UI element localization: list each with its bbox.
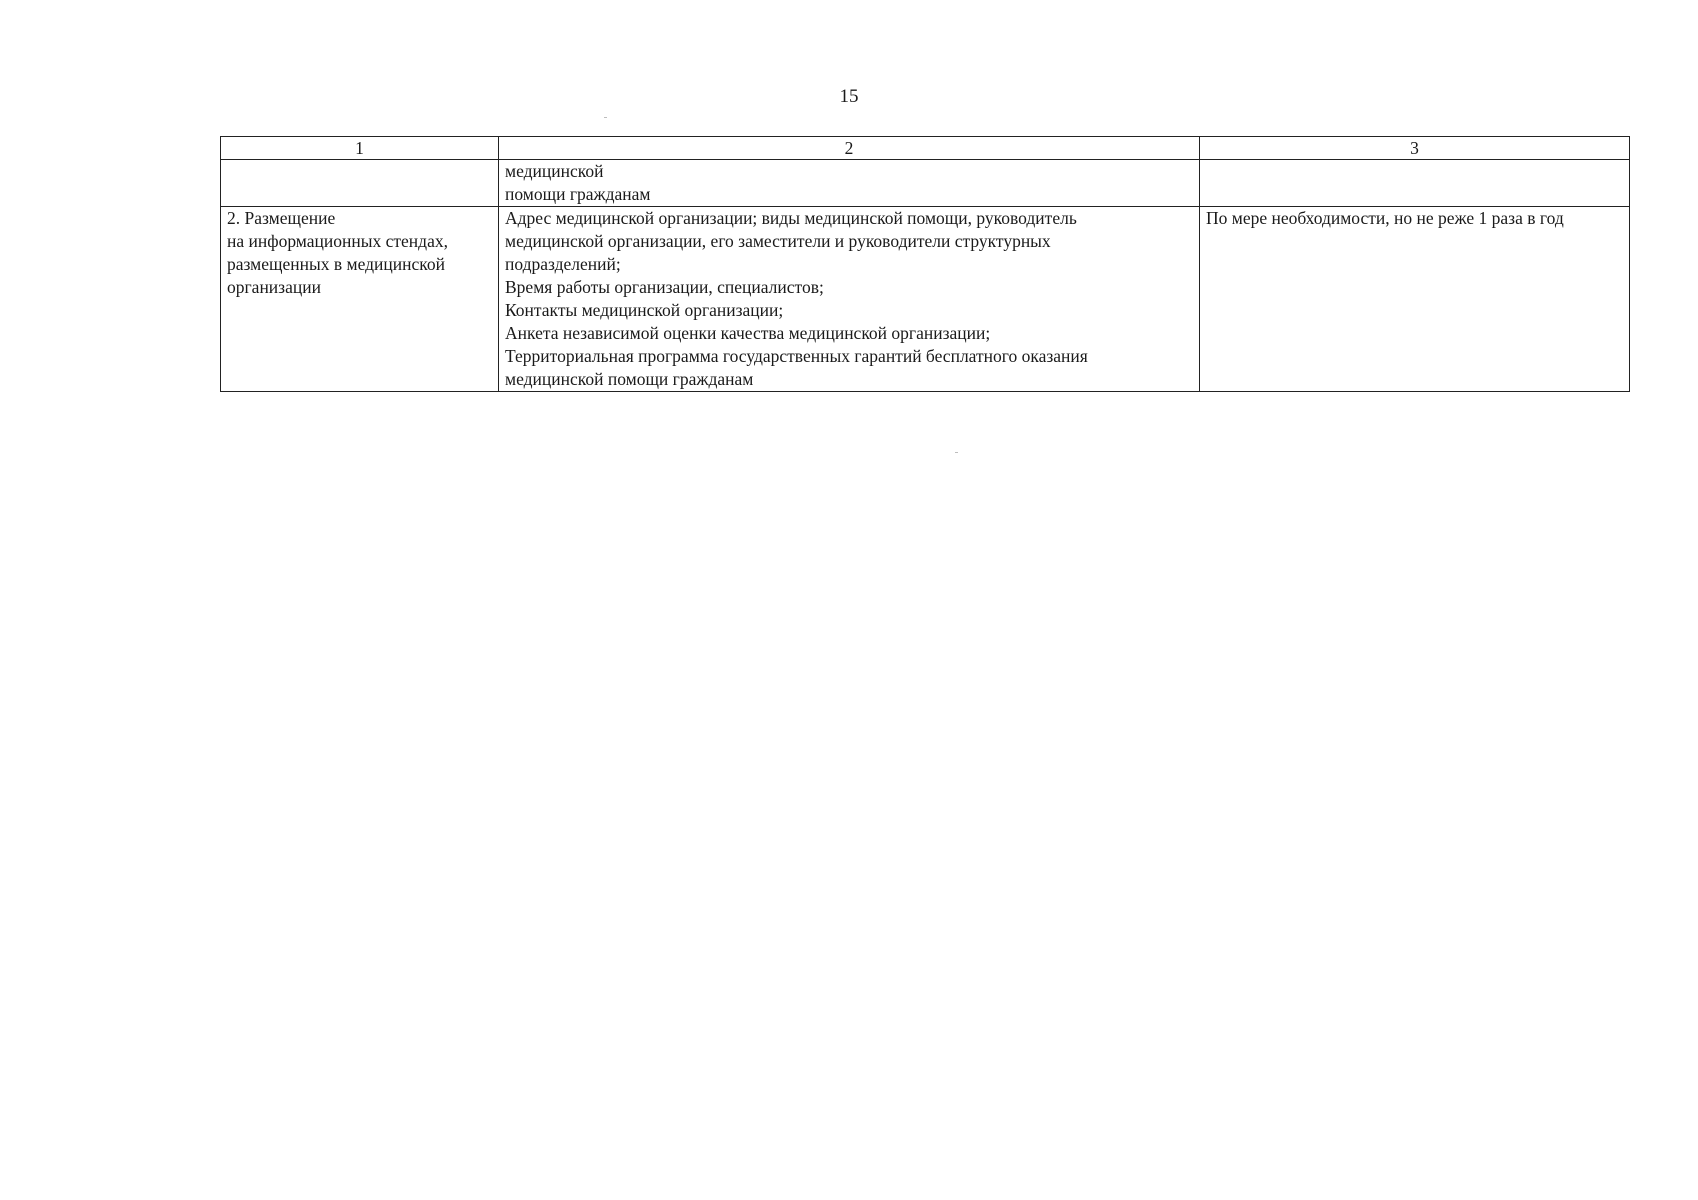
column-number-3: 3 <box>1200 137 1630 160</box>
table-header-row <box>221 137 1630 160</box>
table-row <box>221 207 1630 392</box>
table-cell-frequency <box>1200 207 1630 392</box>
document-table <box>220 136 1630 392</box>
cell-text-line: организации <box>227 277 321 297</box>
scan-speck <box>955 452 958 453</box>
table-cell-continued-text <box>499 160 1200 207</box>
cell-text-line: По мере необходимости, но не реже 1 раза в год <box>1206 208 1564 228</box>
cell-text-line: на информационных стендах, <box>227 231 448 251</box>
column-number-2: 2 <box>499 137 1200 160</box>
table-cell-empty <box>1200 160 1630 207</box>
scan-speck <box>604 117 607 118</box>
table-cell-empty <box>221 160 499 207</box>
table-cell-information-list <box>499 207 1200 392</box>
table-row <box>221 160 1630 207</box>
page-number: 15 <box>839 86 859 107</box>
cell-text-line: медицинской помощи гражданам <box>505 369 754 389</box>
cell-text-line: размещенных в медицинской <box>227 254 445 274</box>
cell-text-line: Контакты медицинской организации; <box>505 300 784 320</box>
cell-text-line: 2. Размещение <box>227 208 336 228</box>
table-cell-item-title <box>221 207 499 392</box>
column-number-1: 1 <box>221 137 499 160</box>
cell-text-line: Время работы организации, специалистов; <box>505 277 824 297</box>
cell-text-line: подразделений; <box>505 254 621 274</box>
cell-text-line: Анкета независимой оценки качества медицинской организации; <box>505 323 991 343</box>
cell-text-line: медицинской <box>505 161 604 181</box>
cell-text-line: Адрес медицинской организации; виды медицинской помощи, руководитель <box>505 208 1077 228</box>
cell-text-line: медицинской организации, его заместители и руководители структурных <box>505 231 1051 251</box>
cell-text-line: Территориальная программа государственных гарантий бесплатного оказания <box>505 346 1088 366</box>
cell-text-line: помощи гражданам <box>505 184 651 204</box>
